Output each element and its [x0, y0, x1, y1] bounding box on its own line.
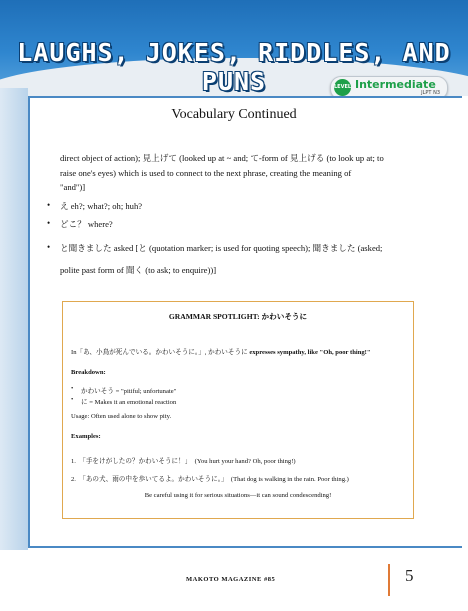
example-num: 1. [71, 458, 76, 465]
footer-divider [388, 564, 390, 596]
breakdown-item: に = Makes it an emotional reaction [81, 399, 177, 406]
left-sidebar-stripe [0, 88, 28, 550]
spotlight-title: GRAMMAR SPOTLIGHT: かわいそうに [168, 312, 308, 321]
vocab-line: "and")] [60, 182, 86, 192]
magazine-section-title: LAUGHS, JOKES, RIDDLES, AND PUNS [17, 38, 451, 96]
example-2 [71, 473, 349, 483]
spotlight-intro-jp: In「あ、小鳥が死んでいる。かわいそうに。」, かわいそうに [71, 349, 248, 356]
vocab-item: え eh?; what?; oh; huh? [60, 201, 143, 211]
breakdown-item: かわいそう = "pitiful; unfortunate" [81, 388, 177, 395]
caution-note: Be careful using it for serious situations—it can sound condescending! [144, 492, 332, 499]
level-label: Intermediate [355, 78, 436, 91]
bullet: • [47, 200, 51, 210]
vocab-item: どこ？ where? [60, 219, 113, 229]
example-jp: 「手をけがしたの？かわいそうに！」 [79, 458, 192, 465]
grammar-spotlight-box [62, 301, 414, 519]
vocab-item: と聞きました asked [と (quotation marker; is used for quoting speech); 聞きました (asked; [60, 243, 383, 253]
bullet: • [71, 396, 74, 403]
breakdown-label: Breakdown: [71, 369, 106, 376]
bullet: • [71, 385, 74, 392]
bullet: • [47, 218, 51, 228]
example-en: (You hurt your hand? Oh, poor thing!) [194, 458, 296, 465]
spotlight-intro [71, 346, 371, 356]
example-num: 2. [71, 476, 76, 483]
vocab-line: raise one's eyes) which is used to connect to the next phrase, creating the meaning of [60, 168, 352, 178]
example-1 [71, 455, 296, 465]
page-number: 5 [405, 566, 414, 585]
footer-magazine-name: MAKOTO MAGAZINE #85 [186, 576, 276, 583]
spotlight-intro-en: expresses sympathy, like "Oh, poor thing!" [249, 349, 371, 356]
examples-label: Examples: [71, 433, 101, 440]
vocab-item: polite past form of 聞く (to ask; to enquire))] [60, 265, 217, 275]
page-title: Vocabulary Continued [171, 107, 297, 122]
level-badge-icon: LEVEL [334, 79, 351, 96]
usage-note: Usage: Often used alone to show pity. [71, 413, 172, 420]
vocab-line: direct object of action); 見上げて (looked up at ~ and; て-form of 見上げる (to look up at; to [60, 153, 384, 163]
level-jlpt: JLPT N3 [421, 90, 440, 96]
example-jp: 「あの犬、雨の中を歩いてるよ。かわいそうに。」 [79, 476, 228, 483]
example-en: (That dog is walking in the rain. Poor thing.) [230, 476, 349, 483]
bullet: • [47, 242, 51, 252]
